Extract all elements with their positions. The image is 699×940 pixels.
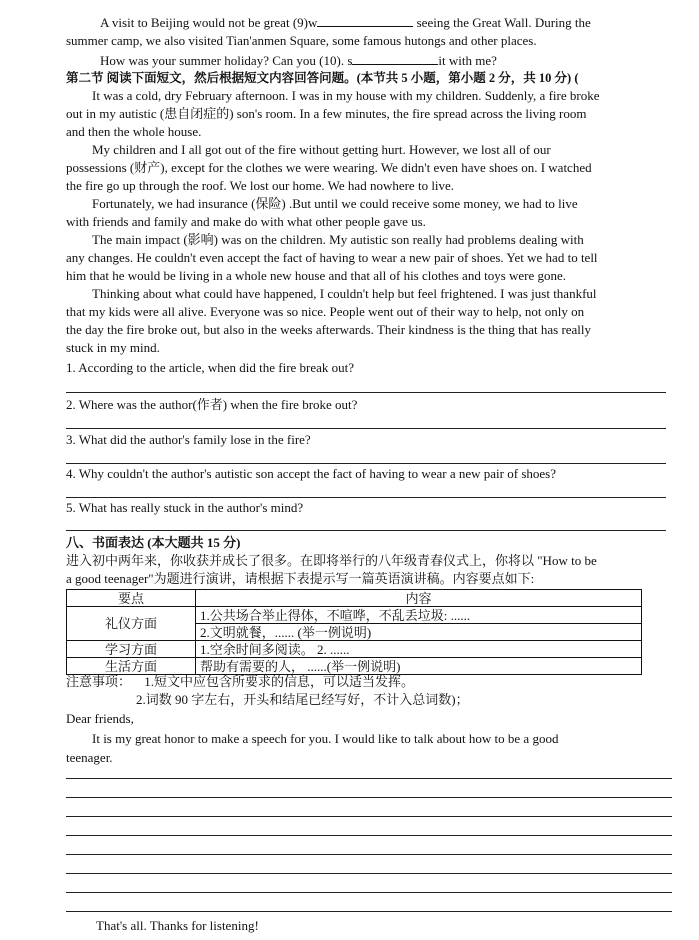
question-1: 1. According to the article, when did the fire break out? [66, 360, 355, 375]
passage-line: that my kids were all alive. Everyone was so nice. People went out of their way to help, not only on [66, 304, 585, 319]
table-row [67, 607, 642, 624]
section2-heading: 第二节 阅读下面短文，然后根据短文内容回答问题。(本节共 5 小题，第小题 2 分，共 10 分) ( [66, 71, 579, 85]
table-cell-study: 学习方面 [67, 641, 196, 658]
passage-line: the day the fire broke out, but also in the weeks afterwards. Their kindness is the thing that has really [66, 322, 592, 337]
table-cell: 帮助有需要的人， ......(举一例说明) [196, 658, 642, 675]
passage-line: The main impact (影响) was on the children. My autistic son really had problems dealing with [92, 232, 584, 247]
cloze-9-text-after: seeing the Great Wall. During the [416, 15, 591, 30]
question-2: 2. Where was the author(作者) when the fire broke out? [66, 397, 358, 412]
table-cell-life: 生活方面 [67, 658, 196, 675]
answer-line-2[interactable] [66, 428, 666, 429]
writing-heading: 八、书面表达 (本大题共 15 分) [66, 535, 241, 550]
passage-line: Fortunately, we had insurance (保险) .But until we could receive some money, we had to live [92, 196, 578, 211]
table-header-points: 要点 [67, 590, 196, 607]
passage-line: with friends and family and make do with what other people gave us. [66, 214, 426, 229]
table-header-content: 内容 [196, 590, 642, 607]
question-5: 5. What has really stuck in the author's mind? [66, 500, 304, 515]
passage-line: out in my autistic (患自闭症的) son's room. In a few minutes, the fire spread across the living room [66, 106, 587, 121]
cloze-line-10 [100, 52, 497, 69]
cloze-line-9 [100, 14, 591, 31]
answer-line-1[interactable] [66, 392, 666, 393]
table-cell: 1.公共场合举止得体，不喧哗，不乱丢垃圾: ...... [196, 607, 642, 624]
passage1-line: summer camp, we also visited Tian'anmen Square, some famous hutongs and other places. [66, 33, 537, 48]
note-2: 2.词数 90 字左右，开头和结尾已经写好，不计入总词数)； [136, 692, 469, 707]
answer-line-4[interactable] [66, 497, 666, 498]
content-outline-table [66, 589, 642, 675]
note-1: 1.短文中应包含所要求的信息，可以适当发挥。 [144, 674, 415, 689]
table-header-row [67, 590, 642, 607]
answer-line-5[interactable] [66, 530, 666, 531]
passage-line: and then the whole house. [66, 124, 202, 139]
writing-line[interactable] [66, 892, 672, 893]
table-cell-etiquette: 礼仪方面 [67, 607, 196, 641]
writing-line[interactable] [66, 835, 672, 836]
table-row [67, 658, 642, 675]
passage-line: My children and I all got out of the fire without getting hurt. However, we lost all of our [92, 142, 551, 157]
cloze-10-text-after: it with me? [438, 53, 497, 68]
question-4: 4. Why couldn't the author's autistic son accept the fact of having to wear a new pair of shoes? [66, 466, 556, 481]
writing-line[interactable] [66, 797, 672, 798]
notes [66, 674, 414, 690]
cloze-10-blank[interactable] [352, 52, 438, 65]
passage-line: possessions (财产), except for the clothes we were wearing. We didn't even have shoes on. I watched [66, 160, 592, 175]
cloze-9-blank[interactable] [317, 14, 413, 27]
notes-label: 注意事项： [66, 674, 132, 689]
table-cell: 1.空余时间多阅读。 2. ...... [196, 641, 642, 658]
passage-line: the fire go up through the roof. We lost our home. We had nowhere to live. [66, 178, 455, 193]
speech-opening: It is my great honor to make a speech for you. I would like to talk about how to be a good [92, 731, 559, 746]
passage-line: It was a cold, dry February afternoon. I was in my house with my children. Suddenly, a fire broke [92, 88, 600, 103]
passage-line: Thinking about what could have happened, I couldn't help but feel frightened. I was just thankful [92, 286, 597, 301]
cloze-10-text-before: How was your summer holiday? Can you (10). s [100, 53, 353, 68]
table-cell: 2.文明就餐，...... (举一例说明) [196, 624, 642, 641]
writing-line[interactable] [66, 854, 672, 855]
speech-closing: That's all. Thanks for listening! [96, 918, 259, 933]
writing-prompt-line: a good teenager"为题进行演讲，请根据下表提示写一篇英语演讲稿。内容要点如下: [66, 571, 535, 586]
writing-line[interactable] [66, 911, 672, 912]
cloze-9-text-before: A visit to Beijing would not be great (9)w [100, 15, 318, 30]
speech-greeting: Dear friends, [66, 711, 134, 726]
writing-prompt-line: 进入初中两年来，你收获并成长了很多。在即将举行的八年级青春仪式上，你将以 "How to be [66, 553, 597, 568]
question-3: 3. What did the author's family lose in the fire? [66, 432, 311, 447]
table-row [67, 641, 642, 658]
passage-line: stuck in my mind. [66, 340, 160, 355]
writing-line[interactable] [66, 873, 672, 874]
writing-line[interactable] [66, 778, 672, 779]
answer-line-3[interactable] [66, 463, 666, 464]
writing-line[interactable] [66, 816, 672, 817]
passage-line: him that he would be living in a whole new house and that all of his clothes and toys were gone. [66, 268, 567, 283]
passage-line: any changes. He couldn't even accept the fact of having to wear a new pair of shoes. Yet we had to tell [66, 250, 598, 265]
speech-opening-continued: teenager. [66, 750, 113, 765]
